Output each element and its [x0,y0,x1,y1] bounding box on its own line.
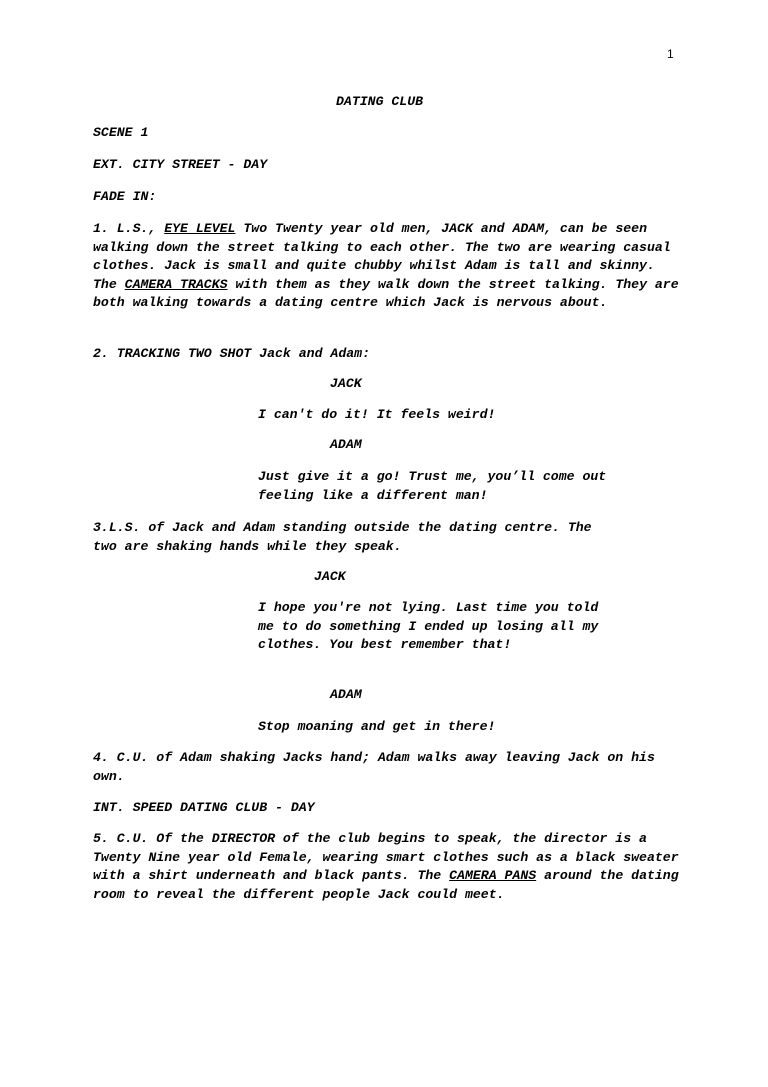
shot-1-camera-tracks: CAMERA TRACKS [124,276,228,292]
page-number: 1 [667,47,674,61]
character-adam-1: ADAM [330,437,362,452]
slugline-exterior: EXT. CITY STREET - DAY [93,157,268,172]
dialogue-jack-2: I hope you're not lying. Last time you told me to do something I ended up losing all my clothes. You best remember that! [258,600,599,653]
dialogue-adam-1: Just give it a go! Trust me, you’ll come out feeling like a different man! [258,469,607,503]
shot-5-camera-pans: CAMERA PANS [449,868,537,884]
transition-fade-in: FADE IN: [93,189,157,204]
slugline-interior: INT. SPEED DATING CLUB - DAY [93,800,315,815]
script-title: DATING CLUB [336,94,424,109]
shot-1-eye-level: EYE LEVEL [164,221,236,236]
shot-4-action: 4. C.U. of Adam shaking Jacks hand; Adam walks away leaving Jack on his own. [93,750,655,784]
character-adam-2: ADAM [330,687,362,702]
shot-5-text-b: around the dating room to reveal the different people Jack could meet. [93,868,679,902]
scene-heading: SCENE 1 [93,125,149,140]
character-jack-2: JACK [314,569,346,584]
character-jack-1: JACK [330,376,362,391]
shot-2-action: 2. TRACKING TWO SHOT Jack and Adam: [93,346,370,361]
shot-1-prefix: 1. L.S., [93,221,165,236]
dialogue-adam-2: Stop moaning and get in there! [258,719,496,734]
shot-3-action: 3.L.S. of Jack and Adam standing outside the dating centre. The two are shaking hands while they speak. [93,520,592,554]
shot-1-text-b: with them as they walk down the street talking. They are both walking towards a dating centre which Jack is nervous about. [93,276,679,311]
shot-5-action [93,830,683,904]
dialogue-jack-1: I can't do it! It feels weird! [258,407,496,422]
shot-1-text-a: Two Twenty year old men, JACK and ADAM, can be seen walking down the street talking to each other. The two are wearing casual clothes. Jack is small and quite chubby whilst Adam is tall and skinny. The [93,221,671,292]
shot-5-text-a: 5. C.U. Of the DIRECTOR of the club begins to speak, the director is a Twenty Nine year old Female, wearing smart clothes such as a black sweater with a shirt underneath and black pants. The [93,831,679,884]
shot-1-action [93,220,683,313]
